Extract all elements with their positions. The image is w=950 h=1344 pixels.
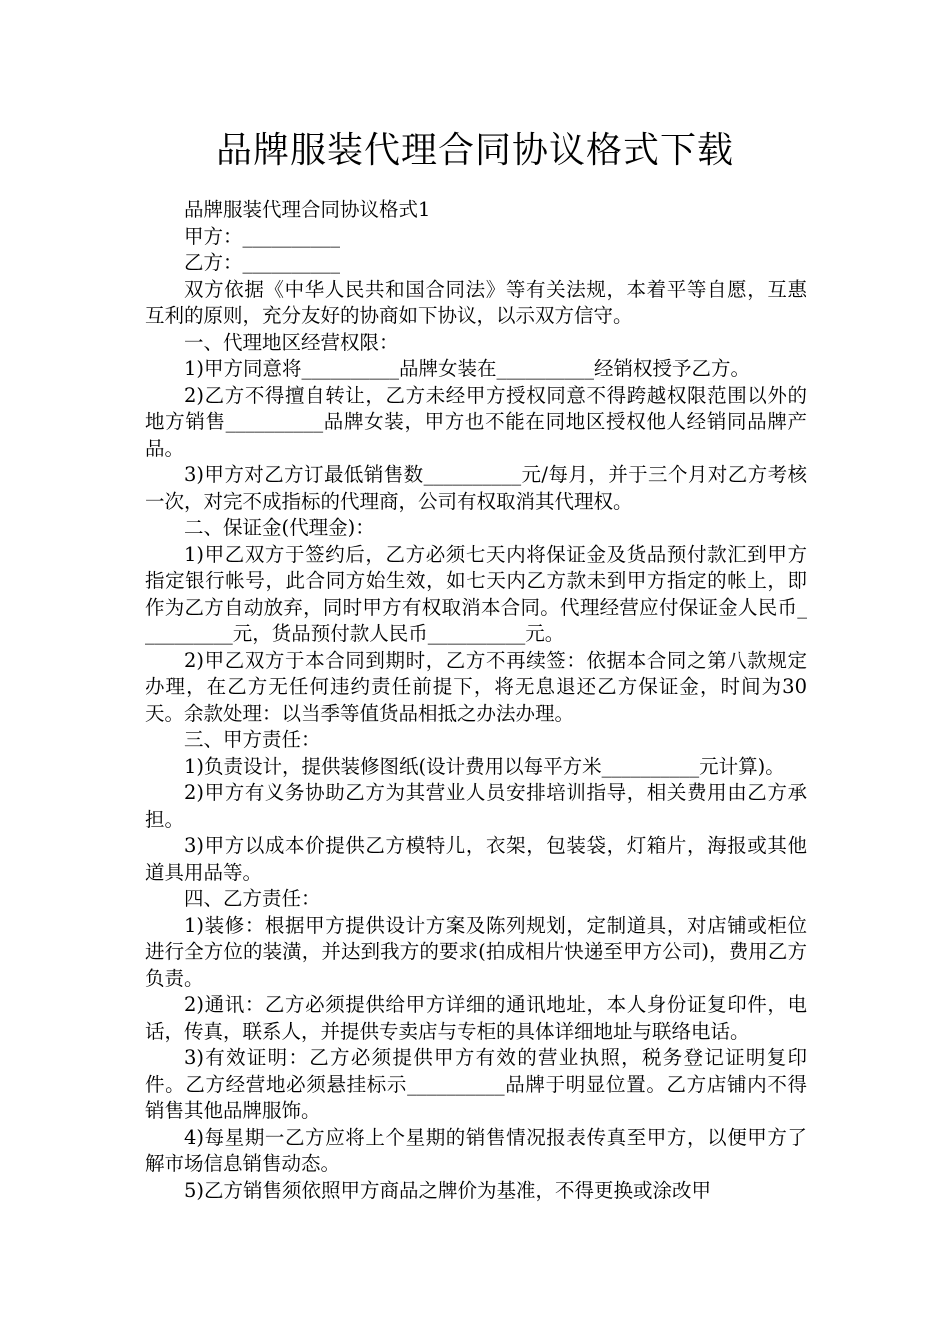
clause-paragraph: 2)甲乙双方于本合同到期时，乙方不再续签：依据本合同之第八款规定办理，在乙方无任何违约责任前提下，将无息退还乙方保证金，时间为30天。余款处理：以当季等值货品相抵之办法办理。 [145, 648, 807, 725]
clause-paragraph: 5)乙方销售须依照甲方商品之牌价为基准，不得更换或涂改甲 [184, 1178, 712, 1202]
section-heading: 四、乙方责任： [184, 887, 321, 910]
clause-paragraph: 1)负责设计，提供装修图纸(设计费用以每平方米__________元计算)。 [184, 754, 785, 778]
section-heading: 二、保证金(代理金)： [184, 516, 375, 539]
document-body [145, 197, 807, 1204]
clause-paragraph: 3)有效证明：乙方必须提供甲方有效的营业执照，税务登记证明复印件。乙方经营地必须悬挂标示__________品牌于明显位置。乙方店铺内不得销售其他品牌服饰。 [145, 1046, 807, 1122]
document-title: 品牌服装代理合同协议格式下载 [215, 130, 734, 171]
clause-paragraph: 3)甲方对乙方订最低销售数__________元/每月，并于三个月对乙方考核一次，对完不成指标的代理商，公司有权取消其代理权。 [145, 463, 807, 513]
party-b-line: 乙方：__________ [184, 251, 341, 274]
party-a-line: 甲方：__________ [184, 224, 341, 248]
subtitle-paragraph: 品牌服装代理合同协议格式1 [184, 198, 431, 221]
clause-paragraph: 1)甲方同意将__________品牌女装在__________经销权授予乙方。 [184, 357, 751, 380]
section-heading: 一、代理地区经营权限： [184, 330, 399, 354]
clause-paragraph: 4)每星期一乙方应将上个星期的销售情况报表传真至甲方，以便甲方了解市场信息销售动态。 [145, 1125, 807, 1175]
clause-paragraph: 2)通讯：乙方必须提供给甲方详细的通讯地址，本人身份证复印件，电话，传真，联系人，并提供专卖店与专柜的具体详细地址与联络电话。 [145, 993, 807, 1043]
clause-paragraph: 1)甲乙双方于签约后，乙方必须七天内将保证金及货品预付款汇到甲方指定银行帐号，此合同方始生效，如七天内乙方款未到甲方指定的帐上，即作为乙方自动放弃，同时甲方有权取消本合同。代理经营应付保证金人民币__________元，货品预付款人民币__________元。 [145, 542, 807, 645]
clause-paragraph: 3)甲方以成本价提供乙方模特儿，衣架，包装袋，灯箱片，海报或其他道具用品等。 [145, 834, 807, 884]
clause-paragraph: 2)甲方有义务协助乙方为其营业人员安排培训指导，相关费用由乙方承担。 [145, 781, 807, 831]
clause-paragraph: 2)乙方不得擅自转让，乙方未经甲方授权同意不得跨越权限范围以外的地方销售__________品牌女装，甲方也不能在同地区授权他人经销同品牌产品。 [145, 383, 807, 460]
clause-paragraph: 1)装修：根据甲方提供设计方案及陈列规划，定制道具，对店铺或柜位进行全方位的装潢，并达到我方的要求(拍成相片快递至甲方公司)，费用乙方负责。 [145, 913, 807, 990]
section-heading: 三、甲方责任： [184, 728, 321, 751]
preamble-paragraph: 双方依据《中华人民共和国合同法》等有关法规，本着平等自愿，互惠互利的原则，充分友好的协商如下协议，以示双方信守。 [145, 277, 807, 327]
